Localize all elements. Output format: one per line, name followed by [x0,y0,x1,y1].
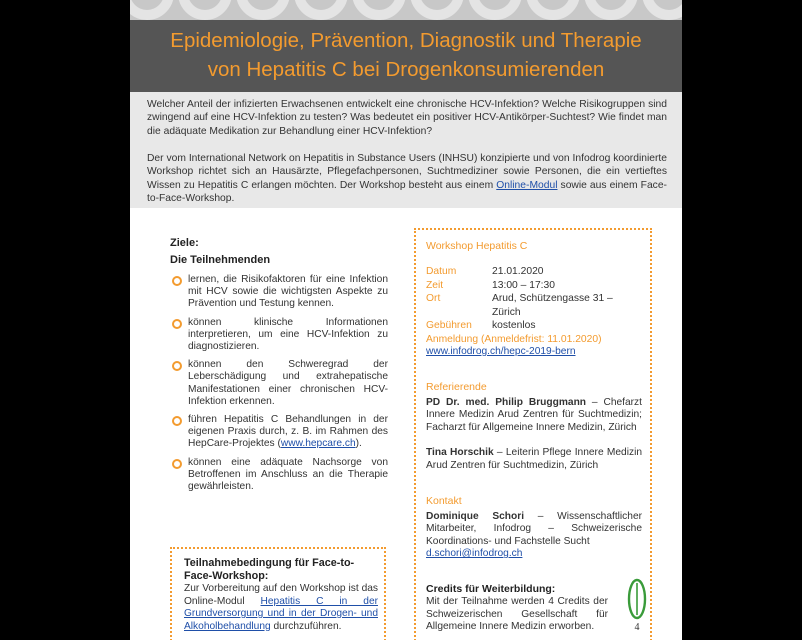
conditions-text: Zur Vorbereitung auf den Workshop ist das Online-Modul Hepatitis C in der Grundversorgung und in der Drogen- und Alkoholbehandlung durchzuführen. [184,583,378,632]
goals-list [170,274,388,499]
list-item: können den Schweregrad der Leberschädigung und extrahepatische Manifestationen einer chronischen HCV-Infektion erkennen. [170,359,388,408]
workshop-heading: Workshop Hepatitis C [426,240,528,252]
bullet-icon [172,319,182,329]
intro-paragraph-1: Welcher Anteil der infizierten Erwachsenen entwickelt eine chronische HCV-Infektion? Welche Risikogruppen sind zwingend auf eine HCV-Infektion zu testen? Was bedeutet ein positiver HCV-Antikörper-Suchtest? Wie findet man die adäquate Medikation zur Behandlung einer HCV-Infektion? [147,99,667,137]
speaker-2: Tina Horschik – Leiterin Pflege Innere Medizin Arud Zentren für Suchtmedizin, Zürich [426,447,643,471]
credits-section [426,583,642,634]
speaker-1: PD Dr. med. Philip Bruggmann – Chefarzt Innere Medizin Arud Zentren für Suchtmedizin; Facharzt für Allgemeine Innere Medizin, Zürich [426,396,642,433]
list-item: können eine adäquate Nachsorge von Betroffenen im Anschluss an die Therapie gewährleisten. [170,457,388,494]
online-module-course-link[interactable]: Hepatitis C in der Grundversorgung und in der Drogen- und Alkoholbehandlung [184,595,378,632]
intro-paragraph-2: Der vom International Network on Hepatitis in Substance Users (INHSU) konzipierte und von Infodrog koordinierte Workshop richtet sich an Hausärzte, Pflegefachpersonen, Suchtmediziner sowie Personen, die ein vertieftes Wissen zu Hepatitis C erlangen möchten. Der Workshop besteht aus einem Online-Modul sowie aus einem Face-to-Face-Workshop. [147,153,667,205]
intro-section [130,92,682,208]
bullet-icon [172,361,182,371]
bullet-icon [172,276,182,286]
table-row: Gebühren kostenlos [426,320,536,332]
workshop-details-table [426,265,642,333]
bullet-icon [172,416,182,426]
list-item: führen Hepatitis C Behandlungen in der eigenen Praxis durch, z. B. im Rahmen des HepCare-Projektes (www.hepcare.ch). [170,414,388,451]
decorative-banner [130,0,682,20]
registration-link[interactable]: www.infodrog.ch/hepc-2019-bern [426,345,576,357]
list-item: lernen, die Risikofaktoren für eine Infektion mit HCV sowie die wichtigsten Aspekte zu Prävention und Testung kennen. [170,274,388,311]
contact-email-link[interactable]: d.schori@infodrog.ch [426,548,523,560]
table-row: Ort Arud, Schützengasse 31 – Zürich [426,293,613,318]
table-row: Datum 21.01.2020 [426,266,544,277]
credits-logo-number: 4 [634,621,640,633]
workshop-info-box [414,228,652,640]
title-bar [130,20,682,92]
conditions-title: Teilnahmebedingung für Face-to-Face-Workshop: [184,557,355,582]
contact-person: Dominique Schori – Wissenschaftlicher Mitarbeiter, Infodrog – Schweizerische Koordinations- und Fachstelle Sucht [426,510,642,547]
online-modul-link[interactable]: Online-Modul [496,179,558,191]
credits-text: Mit der Teilnahme werden 4 Credits der Schweizerischen Gesellschaft für Allgemeine Innere Medizin erworben. [426,595,608,633]
sgaim-logo-icon [624,577,650,633]
list-item: können klinische Informationen interpretieren, um eine HCV-Infektion zu diagnostizieren. [170,317,388,354]
goals-heading: Ziele: Die Teilnehmenden [170,237,271,266]
participation-conditions-box [170,547,386,640]
registration-label: Anmeldung (Anmeldefrist: 11.01.2020) [426,333,602,345]
title-line-1: Epidemiologie, Prävention, Diagnostik und Therapie [170,29,642,52]
hepcare-link[interactable]: www.hepcare.ch [280,438,356,450]
document-page [130,0,682,640]
speakers-heading: Referierende [426,380,487,393]
contact-heading: Kontakt [426,494,462,507]
table-row: Zeit 13:00 – 17:30 [426,279,555,291]
page-title [140,26,672,84]
credits-title: Credits für Weiterbildung: [426,582,556,595]
bullet-icon [172,459,182,469]
title-line-2: von Hepatitis C bei Drogenkonsumierenden [207,58,605,81]
